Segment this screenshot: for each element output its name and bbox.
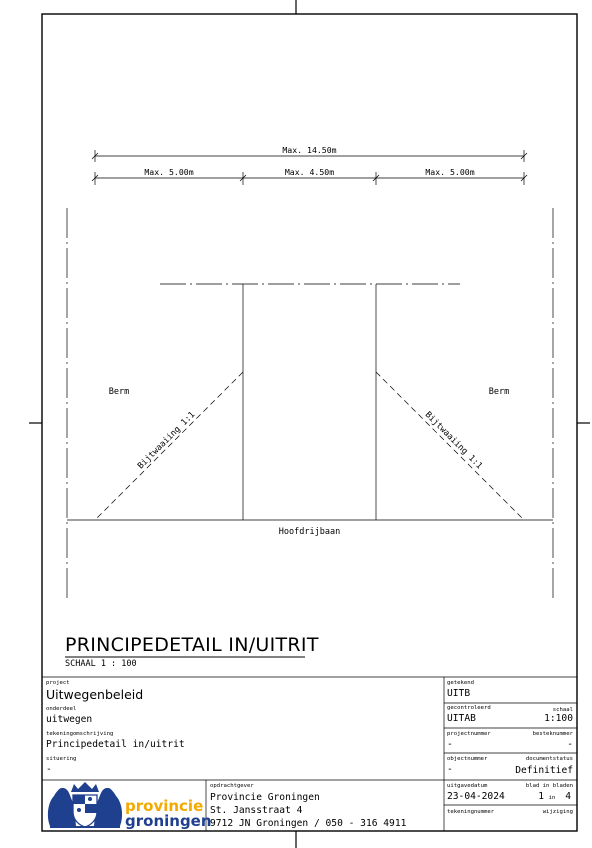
dim-mid-label: Max. 4.50m [284,167,335,177]
opdrachtgever-name: Provincie Groningen [210,792,320,803]
logo-line-groningen: groningen [125,812,212,830]
projectnummer-label: projectnummer [447,731,491,737]
gecontroleerd-label: gecontroleerd [447,705,491,711]
slope-left-label: Bijtwaaiing 1:1 [135,409,198,472]
road-label: Hoofdrijbaan [278,527,341,537]
objectnummer-label: objectnummer [447,756,488,762]
dim-right-label: Max. 5.00m [425,167,475,177]
situering-value: - [46,764,52,775]
berm-left-label: Berm [108,387,130,397]
tekeningnummer-label: tekeningnummer [447,809,495,815]
bladen-number: 4 [565,791,571,802]
documentstatus-value: Definitief [515,765,573,776]
dim-total-label: Max. 14.50m [282,145,337,155]
schaal-label: schaal [552,707,573,713]
berm-right-label: Berm [488,387,510,397]
drawing-geometry [67,208,553,600]
uitgavedatum-label: uitgavedatum [447,783,488,789]
opdrachtgever-city: 9712 JN Groningen / 050 - 316 4911 [210,818,407,829]
omschrijving-label: tekeningomschrijving [46,731,114,737]
objectnummer-value: - [447,764,453,775]
drawing-title: PRINCIPEDETAIL IN/UITRIT [65,634,319,656]
gecontroleerd-value: UITAB [447,713,476,724]
drawing-scale: SCHAAL 1 : 100 [65,659,137,669]
coat-of-arms-icon [48,782,122,828]
project-label: project [46,680,70,686]
wijziging-label: wijziging [542,809,573,815]
getekend-label: getekend [447,680,474,686]
blad-number: 1 [538,791,544,802]
schaal-value: 1:100 [544,713,573,724]
blad-label: blad in bladen [525,783,573,789]
situering-label: situering [46,756,77,762]
besteknummer-label: besteknummer [532,731,573,737]
dimension-segments [92,167,527,185]
onderdeel-label: onderdeel [46,706,77,712]
slope-right-label: Bijtwaaiing 1:1 [422,409,485,472]
provincie-groningen-logo [48,782,212,830]
getekend-value: UITB [447,688,471,699]
onderdeel-value: uitwegen [46,714,93,725]
project-value: Uitwegenbeleid [46,687,144,702]
uitgavedatum-value: 23-04-2024 [447,791,505,802]
documentstatus-label: documentstatus [525,756,573,762]
blad-in: in [548,795,556,801]
projectnummer-value: - [447,739,453,750]
sheet-frame [42,14,577,831]
opdrachtgever-street: St. Jansstraat 4 [210,805,303,816]
besteknummer-value: - [567,739,573,750]
omschrijving-value: Principedetail in/uitrit [46,739,185,750]
dim-left-label: Max. 5.00m [144,167,194,177]
dimension-total [92,145,527,162]
logo-line-provincie: provincie [125,797,204,815]
opdrachtgever-label: opdrachtgever [210,783,254,789]
